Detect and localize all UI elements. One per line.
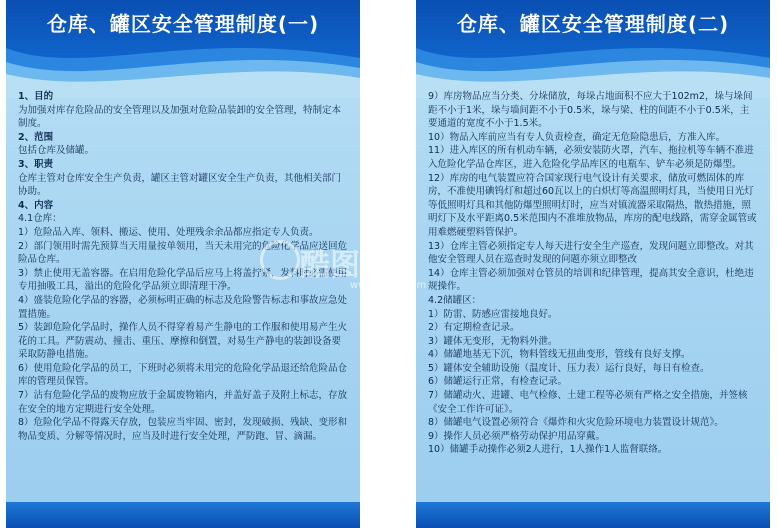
rule-paragraph: 1）防雷、防感应雷接地良好。 [428, 308, 558, 320]
section-heading: 2、范围 [18, 131, 54, 143]
poster-panel-2 [416, 0, 770, 528]
rule-paragraph: 8）储罐电气设置必须符合《爆炸和火灾危险环境电力装置设计规范》。 [428, 417, 724, 429]
watermark-text: 酷图网 [300, 248, 390, 283]
wave-decoration [6, 28, 360, 98]
rule-paragraph: 2）部门领用时需先预算当天用量按单领用，当天未用完的危险化学品应送回危险品仓库。 [18, 240, 348, 266]
footer-bar [416, 502, 770, 528]
rule-paragraph: 4）盛装危险化学品的容器，必须标明正确的标志及危险警告标志和事故应急处置措施。 [18, 294, 348, 320]
rule-paragraph: 10）物品入库前应当有专人负责检查，确定无危险隐患后，方准入库。 [428, 131, 726, 143]
rule-paragraph: 14）仓库主管必须加强对仓管员的培训和纪律管理，提高其安全意识，杜绝违规操作。 [428, 267, 754, 293]
rule-paragraph: 3）禁止使用无盖容器。在启用危险化学品后应马上将盖拧紧，发料时必需使用专用抽吸工具，溢出的危险化学品须立即清理干净。 [18, 267, 348, 293]
rule-paragraph: 12）库房的电气装置应符合国家现行电气设计有关要求，储放可燃固体的库房，不准使用碘钨灯和超过60瓦以上的白炽灯等高温照明灯具，当使用日光灯等低照明灯具和其他防爆型照明灯时，应当对镇流器采取隔热，散热措施，照明灯下及水平距离0.5米范围内不准堆放物品，库房的配电线路，需穿金属管或用难燃硬塑料管保护。 [428, 172, 757, 238]
rule-paragraph: 5）罐体安全辅助设施（温度计、压力表）运行良好，每日有检查。 [428, 362, 710, 374]
rule-paragraph: 11）进入库区的所有机动车辆，必须安装防火罩，汽车、拖拉机等车辆不准进入危险化学品仓库区，进入危险化学品库区的电瓶车、铲车必须是防爆型。 [428, 145, 754, 170]
rule-paragraph: 6）使用危险化学品的员工，下班时必须将未用完的危险化学品退还给危险品仓库的管理员保管。 [18, 362, 348, 388]
watermark-logo-icon [260, 240, 300, 280]
rule-paragraph: 1）危险品入库、领料、搬运、使用、处理残余余品都应指定专人负责。 [18, 226, 319, 238]
section-heading: 3、职责 [18, 158, 54, 170]
watermark [300, 240, 390, 284]
rule-paragraph: 7）储罐动火、进罐、电气检修、土建工程等必须有严格之安全措施，并签核《安全工作许可证》。 [428, 390, 748, 415]
rule-paragraph: 8）危险化学品不得露天存放，包装应当牢固、密封，发现破损、残缺、变形和物品变质、分解等情况时，应当及时进行安全处理，严防跑、冒、滴漏。 [18, 417, 348, 442]
rule-paragraph: 4.2储罐区： [428, 294, 482, 306]
section-heading: 1、目的 [18, 91, 54, 102]
watermark-url: www.ikutu.com [350, 280, 427, 291]
rule-paragraph: 4.1仓库： [18, 213, 62, 225]
page-title: 仓库、罐区安全管理制度(二) [456, 12, 730, 36]
rule-paragraph: 仓库主管对仓库安全生产负责，罐区主管对罐区安全生产负责，其他相关部门协助。 [18, 172, 342, 198]
page-title: 仓库、罐区安全管理制度(一) [46, 12, 320, 36]
rule-paragraph: 为加强对库存危险品的安全管理以及加强对危险品装卸的安全管理，特制定本制度。 [18, 104, 342, 130]
rules-text [428, 90, 758, 457]
rule-paragraph: 7）沾有危险化学品的废物应放于金属废物箱内，并盖好盖子及附上标志，存放在安全的地方定期进行安全处理。 [18, 390, 348, 415]
rule-paragraph: 3）罐体无变形，无物料外泄。 [428, 335, 558, 347]
rule-paragraph: 5）装卸危险化学品时，操作人员不得穿着易产生静电的工作服和使用易产生火花的工具。严防震动、撞击、重压、摩擦和倒置，对易生产静电的装卸设备要采取防静电措施。 [18, 322, 348, 361]
wave-decoration [416, 28, 770, 98]
rule-paragraph: 2）有定期检查记录。 [428, 322, 520, 334]
rule-paragraph: 9）库房物品应当分类、分垛储放，每垛占地面积不应大于102m2，垛与垛间距不小于1米，垛与墙间距不小于0.5米，垛与梁、柱的间距不小于0.5米，主要通道的宽度不小于1.5米。 [428, 91, 753, 130]
rule-paragraph: 6）储罐运行正常，有检查记录。 [428, 376, 568, 388]
rule-paragraph: 13）仓库主管必须指定专人每天进行安全生产巡查，发现问题立即整改。对其他安全管理人员在巡查时发现的问题亦须立即整改 [428, 240, 754, 266]
rule-paragraph: 4）储罐地基无下沉，物料管线无扭曲变形，管线有良好支撑。 [428, 349, 691, 361]
rule-paragraph: 9）操作人员必须严格劳动保护用品穿戴。 [428, 430, 606, 442]
rule-paragraph: 包括仓库及储罐。 [18, 145, 95, 157]
section-heading: 4、内容 [18, 199, 54, 211]
footer-bar [6, 502, 360, 528]
rule-paragraph: 10）储罐手动操作必须2人进行，1人操作1人监督联络。 [428, 444, 668, 456]
